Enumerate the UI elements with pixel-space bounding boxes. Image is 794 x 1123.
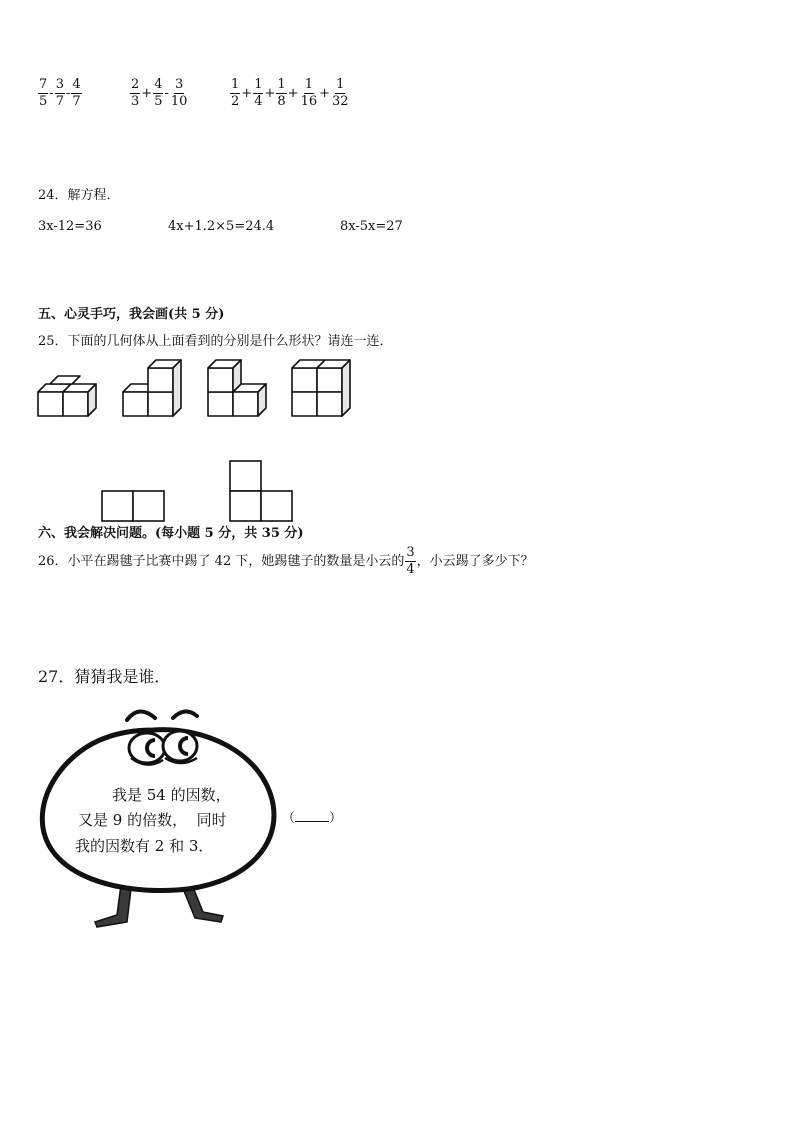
fraction-numerator: 7 [39,77,48,92]
q24-equation-2: 4x+1.2×5=24.4 [168,219,275,234]
fraction-numerator: 4 [154,77,163,92]
fraction [153,78,163,109]
fraction-numerator: 3 [55,77,64,92]
bubble-line-3: 我的因数有 2 和 3． [75,837,214,855]
fraction-numerator: 1 [336,77,345,92]
section6-heading: 六、我会解决问题。(每小题 5 分，共 35 分) [38,526,304,541]
fraction [71,78,81,109]
fraction [331,78,350,109]
top-view-l-shape [230,461,292,521]
operator: + [141,86,153,101]
fraction-denominator: 3 [131,94,140,109]
operator: - [164,86,169,101]
solid-2 [123,360,181,416]
q26-fraction-denominator: 4 [406,562,415,577]
q27-answer-blank[interactable] [282,809,342,827]
fraction [300,78,319,109]
q24-equation-1: 3x-12=36 [38,219,102,234]
fraction-numerator: 1 [304,77,313,92]
fraction-denominator: 16 [300,94,318,109]
fraction [55,78,65,109]
expression-2 [130,78,188,109]
fraction-denominator: 10 [170,94,188,109]
operator: + [241,86,253,101]
q26-text [38,546,534,577]
top-view-two-squares [102,491,164,521]
fraction-numerator: 1 [254,77,263,92]
solids-figures [30,352,370,422]
operator: - [49,86,54,101]
solid-1 [38,376,96,416]
fraction-denominator: 2 [231,94,240,109]
fraction-denominator: 4 [254,94,263,109]
operator: + [287,86,299,101]
fraction-denominator: 8 [277,94,286,109]
fraction [253,78,263,109]
answer-open-paren: （ [282,811,296,826]
solid-3 [208,360,266,416]
q27-title: 27．猜猜我是谁． [38,667,171,686]
fraction-denominator: 5 [154,94,163,109]
q24-equation-3: 8x-5x=27 [340,219,403,234]
fraction-numerator: 3 [175,77,184,92]
fraction-denominator: 7 [72,94,81,109]
q26-text-before: 26．小平在踢毽子比赛中踢了 42 下，她踢毽子的数量是小云的 [38,553,405,569]
bubble-line-1: 我是 54 的因数， [112,786,231,804]
q26-fraction [405,546,415,577]
expression-1 [38,78,82,109]
q24-title: 24．解方程． [38,188,120,203]
q25-text: 25．下面的几何体从上面看到的分别是什么形状？请连一连． [38,334,393,349]
fraction [38,78,48,109]
q26-fraction-numerator: 3 [406,545,415,560]
fraction-numerator: 1 [231,77,240,92]
solid-4 [292,360,350,416]
expression-3 [230,78,350,109]
fraction [130,78,140,109]
bubble-line-2: 又是 9 的倍数， 同时 [78,811,227,829]
fraction-numerator: 4 [72,77,81,92]
fraction-numerator: 1 [277,77,286,92]
fraction-denominator: 32 [332,94,349,109]
operator: - [65,86,71,101]
answer-blank-line[interactable] [295,809,329,822]
fraction [170,78,189,109]
fraction [230,78,240,109]
section5-heading: 五、心灵手巧，我会画(共 5 分) [38,307,225,322]
fraction [276,78,286,109]
operator: + [264,86,276,101]
q26-text-after: ，小云踢了多少下？ [416,553,534,569]
fraction-denominator: 5 [39,94,48,109]
operator: + [319,86,331,101]
top-views [95,455,305,527]
fraction-denominator: 7 [55,94,64,109]
fraction-numerator: 2 [131,77,140,92]
answer-close-paren: ） [329,811,343,826]
